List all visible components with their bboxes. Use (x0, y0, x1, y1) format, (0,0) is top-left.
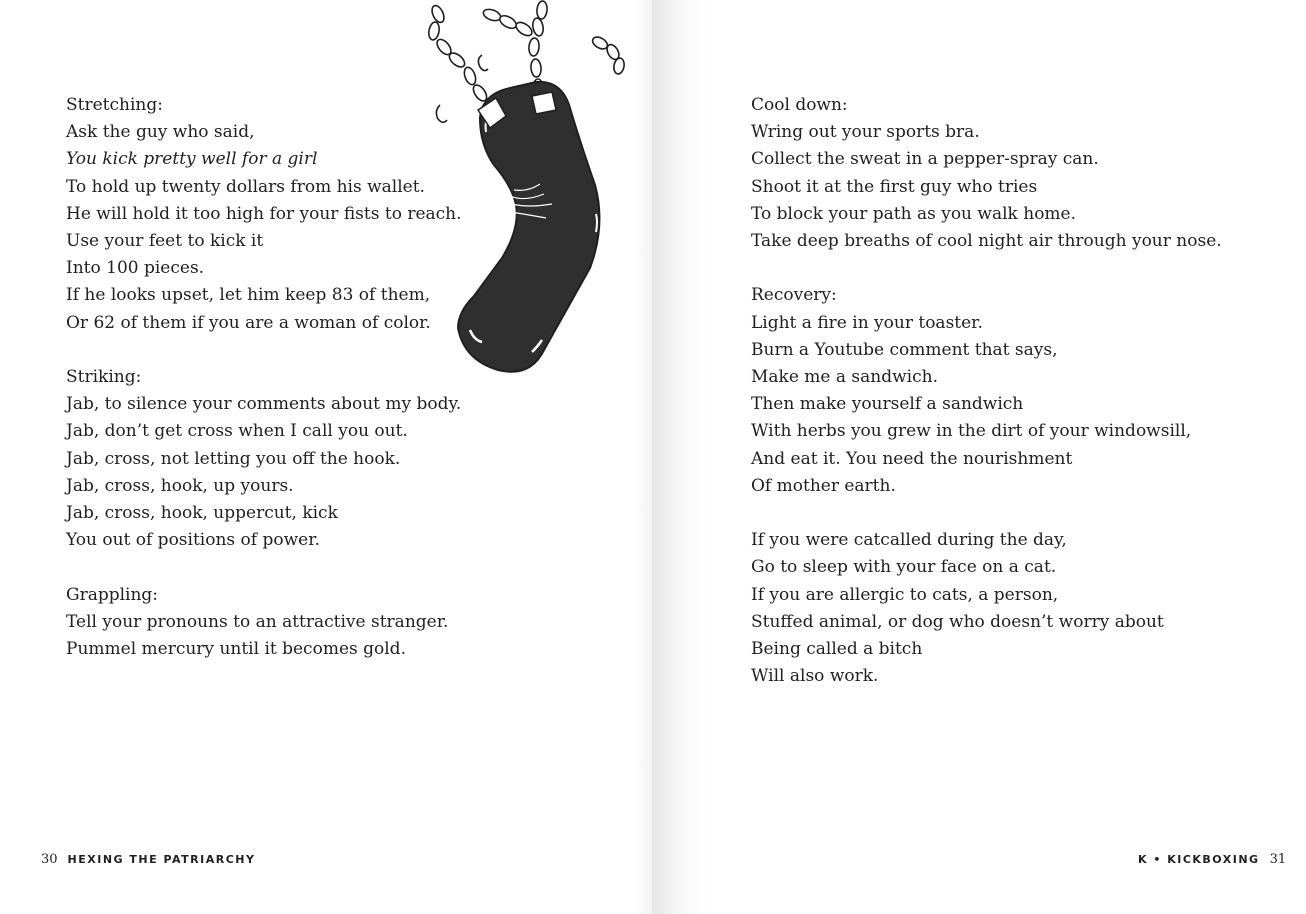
poem-line: Go to sleep with your face on a cat. (751, 557, 1057, 578)
poem-line: To block your path as you walk home. (751, 203, 1077, 224)
stanza-heading: Recovery: (751, 285, 837, 306)
punching-bag-icon (458, 82, 599, 372)
stanza-heading: Grappling: (66, 584, 159, 605)
page-number: 30 (41, 852, 58, 867)
punching-bag-illustration (420, 0, 635, 385)
poem-line: Jab, to silence your comments about my body. (66, 394, 462, 415)
poem-line: He will hold it too high for your fists to reach. (66, 203, 462, 224)
right-footer (1138, 852, 1286, 867)
poem-line: Jab, don’t get cross when I call you out. (66, 421, 408, 442)
poem-line: Stuffed animal, or dog who doesn’t worry about (751, 611, 1164, 632)
poem-line: Jab, cross, hook, up yours. (66, 475, 294, 496)
poem-line: Of mother earth. (751, 475, 896, 496)
poem-line: Shoot it at the first guy who tries (751, 176, 1038, 197)
poem-line: Being called a bitch (751, 639, 923, 660)
poem-line-italic: You kick pretty well for a girl (66, 149, 318, 170)
poem-line: To hold up twenty dollars from his wallet. (66, 176, 425, 197)
right-poem (751, 92, 1222, 718)
poem-line: With herbs you grew in the dirt of your windowsill, (751, 421, 1192, 442)
stanza-heading: Striking: (66, 367, 142, 388)
stanza-grappling (66, 582, 462, 664)
running-head: K • KICKBOXING (1138, 853, 1260, 866)
stanza-heading: Stretching: (66, 95, 163, 115)
gutter-shadow (636, 0, 652, 914)
poem-line: If you are allergic to cats, a person, (751, 584, 1059, 605)
stanza-striking (66, 364, 462, 554)
stanza-catcalled (751, 527, 1222, 690)
poem-line: Tell your pronouns to an attractive stranger. (66, 611, 449, 632)
poem-line: Wring out your sports bra. (751, 122, 980, 143)
poem-line: If you were catcalled during the day, (751, 530, 1067, 551)
stanza-cool-down (751, 92, 1222, 255)
poem-line: Use your feet to kick it (66, 231, 264, 252)
poem-line: Light a fire in your toaster. (751, 312, 983, 333)
poem-line: Collect the sweat in a pepper-spray can. (751, 149, 1099, 170)
stanza-stretching (66, 92, 462, 337)
poem-line: Jab, cross, hook, uppercut, kick (66, 503, 338, 524)
poem-line: Will also work. (751, 666, 879, 687)
poem-line: Into 100 pieces. (66, 258, 205, 279)
poem-line: Take deep breaths of cool night air through your nose. (751, 231, 1222, 252)
poem-line: You out of positions of power. (66, 530, 320, 551)
poem-line: Burn a Youtube comment that says, (751, 339, 1058, 360)
poem-line: Pummel mercury until it becomes gold. (66, 639, 406, 660)
poem-line: Ask the guy who said, (66, 122, 255, 143)
left-footer (41, 852, 255, 867)
poem-line: Make me a sandwich. (751, 367, 938, 388)
left-page (0, 0, 652, 914)
left-poem (66, 92, 462, 690)
stanza-recovery (751, 282, 1222, 500)
poem-line: If he looks upset, let him keep 83 of them, (66, 285, 431, 306)
poem-line: Or 62 of them if you are a woman of color. (66, 312, 431, 333)
page-number: 31 (1269, 852, 1287, 867)
poem-line: Jab, cross, not letting you off the hook. (66, 448, 401, 469)
poem-line: And eat it. You need the nourishment (751, 448, 1073, 469)
stanza-heading: Cool down: (751, 95, 848, 115)
poem-line: Then make yourself a sandwich (751, 394, 1024, 415)
running-head: HEXING THE PATRIARCHY (67, 853, 256, 866)
